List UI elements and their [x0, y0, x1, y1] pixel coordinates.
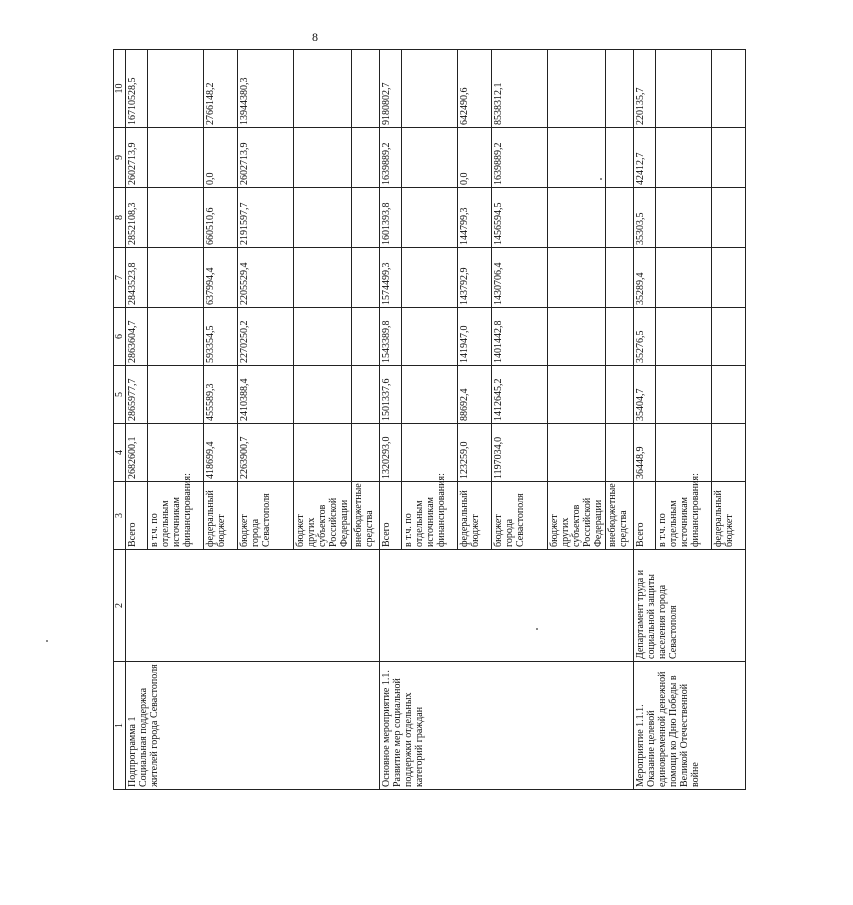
table-body	[126, 50, 746, 790]
amount-cell	[402, 366, 458, 424]
amount-cell	[294, 128, 352, 188]
amount-cell	[656, 424, 712, 482]
header-cell: 9	[114, 128, 126, 188]
amount-cell: 35276,5	[634, 308, 656, 366]
amount-cell: 642490,6	[458, 50, 492, 128]
amount-cell	[606, 50, 634, 128]
amount-cell	[148, 424, 204, 482]
budget-table-container	[113, 50, 853, 787]
amount-cell	[402, 248, 458, 308]
amount-cell: 2270250,2	[238, 308, 294, 366]
scan-speck	[600, 178, 602, 180]
amount-cell: 2852108,3	[126, 188, 148, 248]
amount-cell: 42412,7	[634, 128, 656, 188]
amount-cell: 35404,7	[634, 366, 656, 424]
amount-cell: 141947,0	[458, 308, 492, 366]
amount-cell	[548, 128, 606, 188]
amount-cell	[656, 50, 712, 128]
amount-cell	[548, 424, 606, 482]
amount-cell	[402, 308, 458, 366]
amount-cell: 9180802,7	[380, 50, 402, 128]
amount-cell: 1412645,2	[492, 366, 548, 424]
header-cell: 3	[114, 482, 126, 550]
page-number: 8	[312, 30, 318, 44]
amount-cell	[548, 188, 606, 248]
amount-cell	[148, 188, 204, 248]
amount-cell: 16710528,5	[126, 50, 148, 128]
amount-cell: 1543389,8	[380, 308, 402, 366]
scan-speck	[46, 640, 48, 642]
amount-cell: 35289,4	[634, 248, 656, 308]
amount-cell	[712, 50, 746, 128]
amount-cell	[402, 188, 458, 248]
amount-cell: 660510,6	[204, 188, 238, 248]
amount-cell	[294, 308, 352, 366]
funding-source-cell: федеральный бюджет	[712, 482, 746, 550]
scan-speck	[536, 628, 538, 630]
amount-cell	[712, 308, 746, 366]
program-name-cell: Мероприятие 1.1.1. Оказание целевой единовременной денежной помощи ко Дню Победы в Великой Отечественной войне	[634, 662, 746, 790]
amount-cell: 2205529,4	[238, 248, 294, 308]
amount-cell: 144799,3	[458, 188, 492, 248]
amount-cell	[548, 248, 606, 308]
amount-cell	[656, 308, 712, 366]
executor-cell	[126, 550, 380, 662]
amount-cell: 13944380,3	[238, 50, 294, 128]
amount-cell	[294, 248, 352, 308]
amount-cell	[352, 188, 380, 248]
amount-cell: 2766148,2	[204, 50, 238, 128]
funding-source-cell: в т.ч. по отдельным источникам финансирования:	[148, 482, 204, 550]
table-row	[634, 50, 656, 790]
amount-cell: 1501337,6	[380, 366, 402, 424]
funding-source-cell: в т.ч. по отдельным источникам финансирования:	[656, 482, 712, 550]
funding-source-cell: внебюджетные средства	[352, 482, 380, 550]
amount-cell	[294, 50, 352, 128]
amount-cell: 8538312,1	[492, 50, 548, 128]
header-cell: 10	[114, 50, 126, 128]
amount-cell: 1430706,4	[492, 248, 548, 308]
funding-source-cell: бюджет города Севастополя	[238, 482, 294, 550]
amount-cell	[352, 248, 380, 308]
amount-cell: 593354,5	[204, 308, 238, 366]
amount-cell: 0,0	[204, 128, 238, 188]
amount-cell: 0,0	[458, 128, 492, 188]
rotated-table	[113, 50, 735, 790]
amount-cell: 1601393,8	[380, 188, 402, 248]
amount-cell: 637994,4	[204, 248, 238, 308]
header-cell: 6	[114, 308, 126, 366]
amount-cell	[712, 424, 746, 482]
amount-cell	[548, 308, 606, 366]
amount-cell	[606, 248, 634, 308]
amount-cell: 2602713,9	[126, 128, 148, 188]
amount-cell: 455589,3	[204, 366, 238, 424]
funding-source-cell: Всего	[380, 482, 402, 550]
funding-source-cell: бюджет других субъектов Российской Федерации	[548, 482, 606, 550]
amount-cell	[148, 248, 204, 308]
funding-source-cell: внебюджетные средства	[606, 482, 634, 550]
amount-cell: 2863604,7	[126, 308, 148, 366]
funding-source-cell: бюджет города Севастополя	[492, 482, 548, 550]
table-row	[126, 50, 148, 790]
funding-source-cell: в т.ч. по отдельным источникам финансирования:	[402, 482, 458, 550]
amount-cell: 2410388,4	[238, 366, 294, 424]
amount-cell	[606, 308, 634, 366]
amount-cell	[606, 128, 634, 188]
program-name-cell: Основное мероприятие 1.1. Развитие мер социальной поддержки отдельных категорий граждан	[380, 662, 634, 790]
amount-cell	[148, 366, 204, 424]
amount-cell	[606, 424, 634, 482]
header-cell: 5	[114, 366, 126, 424]
table-row	[380, 50, 402, 790]
amount-cell	[352, 308, 380, 366]
amount-cell	[548, 50, 606, 128]
amount-cell: 1320293,0	[380, 424, 402, 482]
amount-cell	[712, 128, 746, 188]
amount-cell	[352, 50, 380, 128]
amount-cell: 1574499,3	[380, 248, 402, 308]
amount-cell: 1197034,0	[492, 424, 548, 482]
amount-cell	[352, 424, 380, 482]
amount-cell	[294, 366, 352, 424]
amount-cell: 123259,0	[458, 424, 492, 482]
executor-cell	[380, 550, 634, 662]
amount-cell	[712, 248, 746, 308]
budget-table	[113, 49, 746, 790]
amount-cell	[402, 424, 458, 482]
amount-cell: 143792,9	[458, 248, 492, 308]
header-cell: 8	[114, 188, 126, 248]
funding-source-cell: Всего	[126, 482, 148, 550]
amount-cell: 1456594,5	[492, 188, 548, 248]
header-cell: 4	[114, 424, 126, 482]
header-row	[114, 50, 126, 790]
amount-cell	[352, 128, 380, 188]
amount-cell	[656, 188, 712, 248]
amount-cell	[148, 50, 204, 128]
amount-cell: 2602713,9	[238, 128, 294, 188]
header-cell: 2	[114, 550, 126, 662]
amount-cell: 2843523,8	[126, 248, 148, 308]
amount-cell: 2865977,7	[126, 366, 148, 424]
amount-cell: 2682600,1	[126, 424, 148, 482]
amount-cell: 1401442,8	[492, 308, 548, 366]
amount-cell	[606, 188, 634, 248]
amount-cell	[656, 128, 712, 188]
amount-cell	[148, 128, 204, 188]
amount-cell	[402, 128, 458, 188]
amount-cell: 36448,9	[634, 424, 656, 482]
amount-cell: 418699,4	[204, 424, 238, 482]
amount-cell: 1639889,2	[380, 128, 402, 188]
funding-source-cell: федеральный бюджет	[204, 482, 238, 550]
executor-cell: Департамент труда и социальной защиты населения города Севастополя	[634, 550, 746, 662]
amount-cell	[656, 248, 712, 308]
amount-cell: 220135,7	[634, 50, 656, 128]
amount-cell	[352, 366, 380, 424]
amount-cell	[148, 308, 204, 366]
funding-source-cell: федеральный бюджет	[458, 482, 492, 550]
amount-cell: 2263900,7	[238, 424, 294, 482]
amount-cell: 2191597,7	[238, 188, 294, 248]
amount-cell	[606, 366, 634, 424]
amount-cell	[294, 424, 352, 482]
funding-source-cell: бюджет других субъектов Российской Федерации	[294, 482, 352, 550]
amount-cell	[294, 188, 352, 248]
amount-cell	[548, 366, 606, 424]
header-cell: 1	[114, 662, 126, 790]
program-name-cell: Подпрограмма 1 Социальная поддержка жителей города Севастополя	[126, 662, 380, 790]
funding-source-cell: Всего	[634, 482, 656, 550]
header-cell: 7	[114, 248, 126, 308]
amount-cell	[402, 50, 458, 128]
amount-cell	[712, 366, 746, 424]
amount-cell: 88692,4	[458, 366, 492, 424]
amount-cell	[656, 366, 712, 424]
amount-cell	[712, 188, 746, 248]
amount-cell: 35303,5	[634, 188, 656, 248]
amount-cell: 1639889,2	[492, 128, 548, 188]
